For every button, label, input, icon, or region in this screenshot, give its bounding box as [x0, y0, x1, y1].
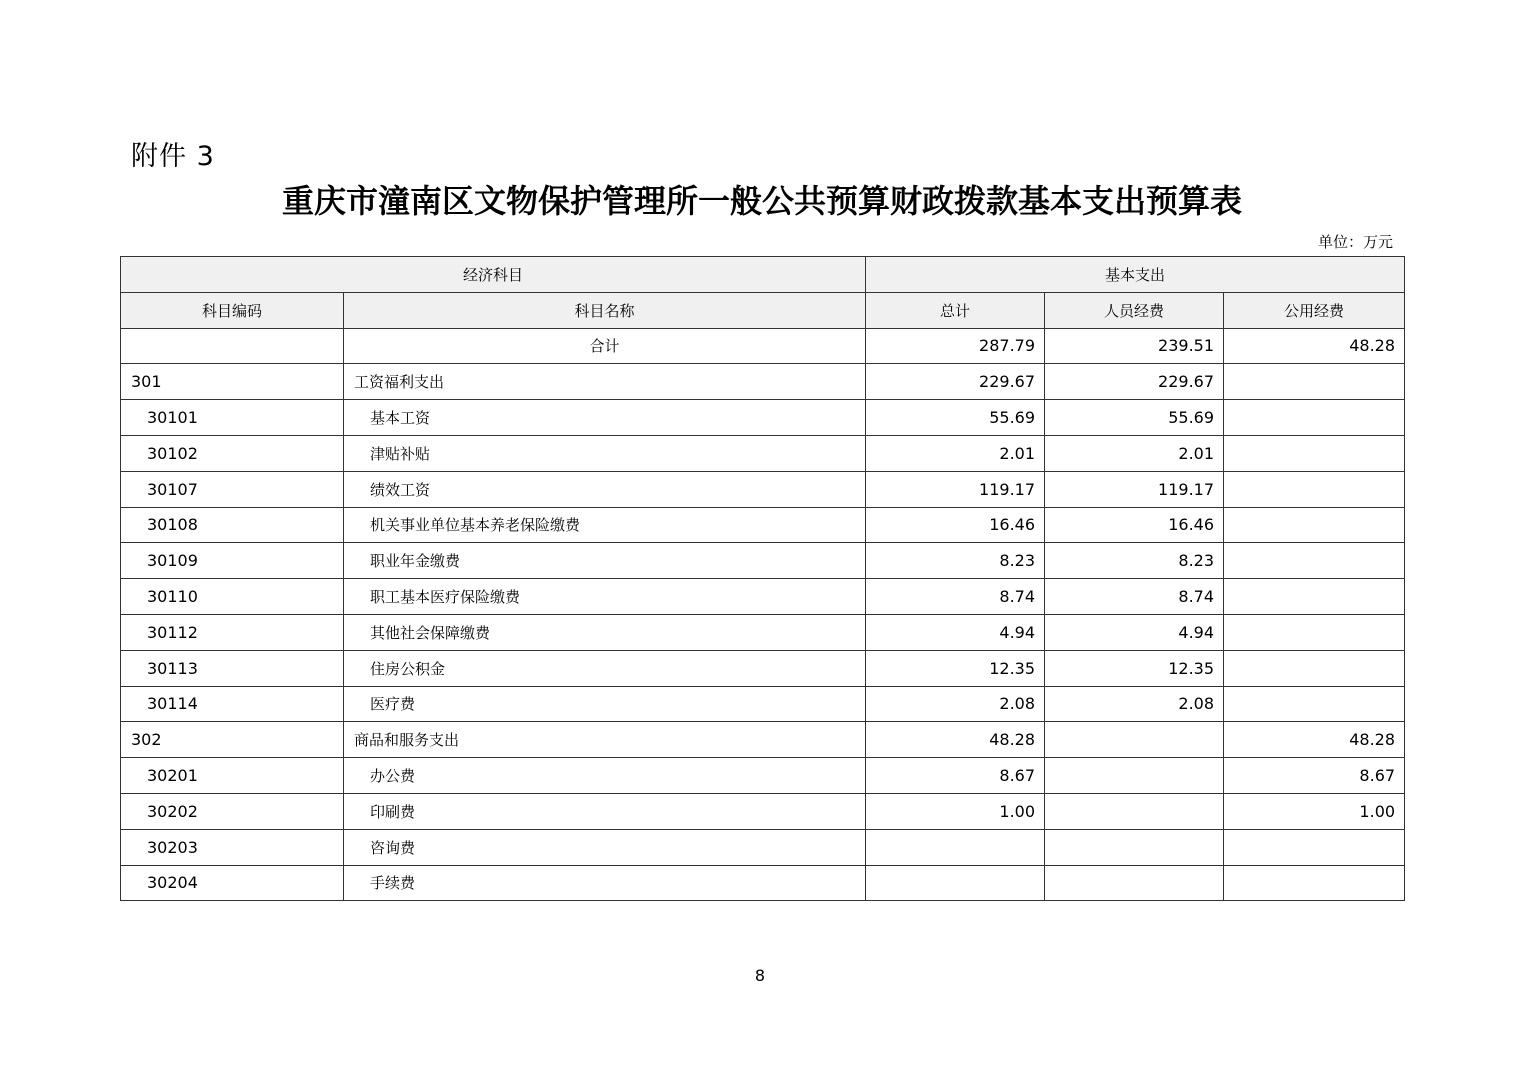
cell-name: 基本工资 — [344, 400, 866, 436]
cell-public — [1224, 650, 1405, 686]
cell-public: 48.28 — [1224, 722, 1405, 758]
table-row — [121, 758, 1405, 794]
cell-name: 医疗费 — [344, 686, 866, 722]
cell-name: 合计 — [344, 328, 866, 364]
cell-name: 手续费 — [344, 865, 866, 901]
table-row — [121, 793, 1405, 829]
cell-total: 8.74 — [866, 579, 1045, 615]
cell-code — [121, 328, 344, 364]
cell-personnel — [1045, 829, 1224, 865]
cell-public: 48.28 — [1224, 328, 1405, 364]
budget-table — [120, 256, 1405, 901]
cell-total: 2.01 — [866, 435, 1045, 471]
cell-public — [1224, 543, 1405, 579]
cell-public — [1224, 829, 1405, 865]
cell-personnel: 229.67 — [1045, 364, 1224, 400]
cell-personnel: 4.94 — [1045, 614, 1224, 650]
cell-public — [1224, 507, 1405, 543]
table-row — [121, 471, 1405, 507]
cell-code: 30114 — [121, 686, 344, 722]
column-header-personnel: 人员经费 — [1045, 292, 1224, 328]
cell-code: 30102 — [121, 435, 344, 471]
column-header-name: 科目名称 — [344, 292, 866, 328]
table-row — [121, 722, 1405, 758]
cell-personnel: 239.51 — [1045, 328, 1224, 364]
table-row — [121, 435, 1405, 471]
table-row — [121, 364, 1405, 400]
attachment-label: 附件 3 — [131, 141, 215, 172]
cell-name: 印刷费 — [344, 793, 866, 829]
cell-total: 48.28 — [866, 722, 1045, 758]
table-row — [121, 614, 1405, 650]
cell-name: 工资福利支出 — [344, 364, 866, 400]
table-row — [121, 579, 1405, 615]
cell-personnel: 2.08 — [1045, 686, 1224, 722]
column-header-total: 总计 — [866, 292, 1045, 328]
cell-code: 30202 — [121, 793, 344, 829]
cell-personnel: 8.74 — [1045, 579, 1224, 615]
cell-total: 8.23 — [866, 543, 1045, 579]
cell-public: 8.67 — [1224, 758, 1405, 794]
table-row — [121, 543, 1405, 579]
cell-name: 商品和服务支出 — [344, 722, 866, 758]
cell-public — [1224, 400, 1405, 436]
cell-code: 30112 — [121, 614, 344, 650]
cell-personnel: 2.01 — [1045, 435, 1224, 471]
cell-personnel — [1045, 793, 1224, 829]
table-row — [121, 507, 1405, 543]
column-header-public: 公用经费 — [1224, 292, 1405, 328]
cell-name: 职工基本医疗保险缴费 — [344, 579, 866, 615]
cell-personnel: 8.23 — [1045, 543, 1224, 579]
group-header-row — [121, 257, 1405, 293]
page-title: 重庆市潼南区文物保护管理所一般公共预算财政拨款基本支出预算表 — [281, 182, 1242, 220]
cell-personnel — [1045, 722, 1224, 758]
cell-total: 8.67 — [866, 758, 1045, 794]
cell-code: 302 — [121, 722, 344, 758]
cell-total: 4.94 — [866, 614, 1045, 650]
table-row — [121, 328, 1405, 364]
cell-code: 30113 — [121, 650, 344, 686]
cell-public — [1224, 865, 1405, 901]
cell-code: 30101 — [121, 400, 344, 436]
cell-name: 职业年金缴费 — [344, 543, 866, 579]
table-row — [121, 650, 1405, 686]
cell-public — [1224, 579, 1405, 615]
cell-total — [866, 865, 1045, 901]
cell-code: 301 — [121, 364, 344, 400]
cell-total: 16.46 — [866, 507, 1045, 543]
cell-total: 119.17 — [866, 471, 1045, 507]
cell-code: 30204 — [121, 865, 344, 901]
group-header-economic-category: 经济科目 — [121, 257, 866, 293]
cell-total: 55.69 — [866, 400, 1045, 436]
column-header-code: 科目编码 — [121, 292, 344, 328]
cell-public — [1224, 686, 1405, 722]
cell-code: 30107 — [121, 471, 344, 507]
cell-total: 12.35 — [866, 650, 1045, 686]
cell-public — [1224, 614, 1405, 650]
unit-label: 单位：万元 — [1317, 233, 1393, 251]
cell-public — [1224, 435, 1405, 471]
cell-code: 30201 — [121, 758, 344, 794]
cell-public — [1224, 364, 1405, 400]
cell-code: 30110 — [121, 579, 344, 615]
cell-public: 1.00 — [1224, 793, 1405, 829]
cell-personnel: 16.46 — [1045, 507, 1224, 543]
cell-total: 1.00 — [866, 793, 1045, 829]
table-row — [121, 865, 1405, 901]
table-row — [121, 400, 1405, 436]
page-number: 8 — [754, 966, 766, 985]
cell-code: 30203 — [121, 829, 344, 865]
table-row — [121, 686, 1405, 722]
cell-total — [866, 829, 1045, 865]
cell-personnel — [1045, 865, 1224, 901]
cell-personnel: 119.17 — [1045, 471, 1224, 507]
cell-name: 住房公积金 — [344, 650, 866, 686]
cell-name: 其他社会保障缴费 — [344, 614, 866, 650]
cell-code: 30109 — [121, 543, 344, 579]
cell-code: 30108 — [121, 507, 344, 543]
cell-name: 咨询费 — [344, 829, 866, 865]
column-header-row — [121, 292, 1405, 328]
cell-total: 2.08 — [866, 686, 1045, 722]
cell-name: 办公费 — [344, 758, 866, 794]
cell-public — [1224, 471, 1405, 507]
cell-total: 287.79 — [866, 328, 1045, 364]
cell-personnel: 12.35 — [1045, 650, 1224, 686]
group-header-basic-expenditure: 基本支出 — [866, 257, 1405, 293]
cell-name: 机关事业单位基本养老保险缴费 — [344, 507, 866, 543]
table-row — [121, 829, 1405, 865]
cell-name: 津贴补贴 — [344, 435, 866, 471]
cell-personnel — [1045, 758, 1224, 794]
cell-total: 229.67 — [866, 364, 1045, 400]
cell-personnel: 55.69 — [1045, 400, 1224, 436]
cell-name: 绩效工资 — [344, 471, 866, 507]
